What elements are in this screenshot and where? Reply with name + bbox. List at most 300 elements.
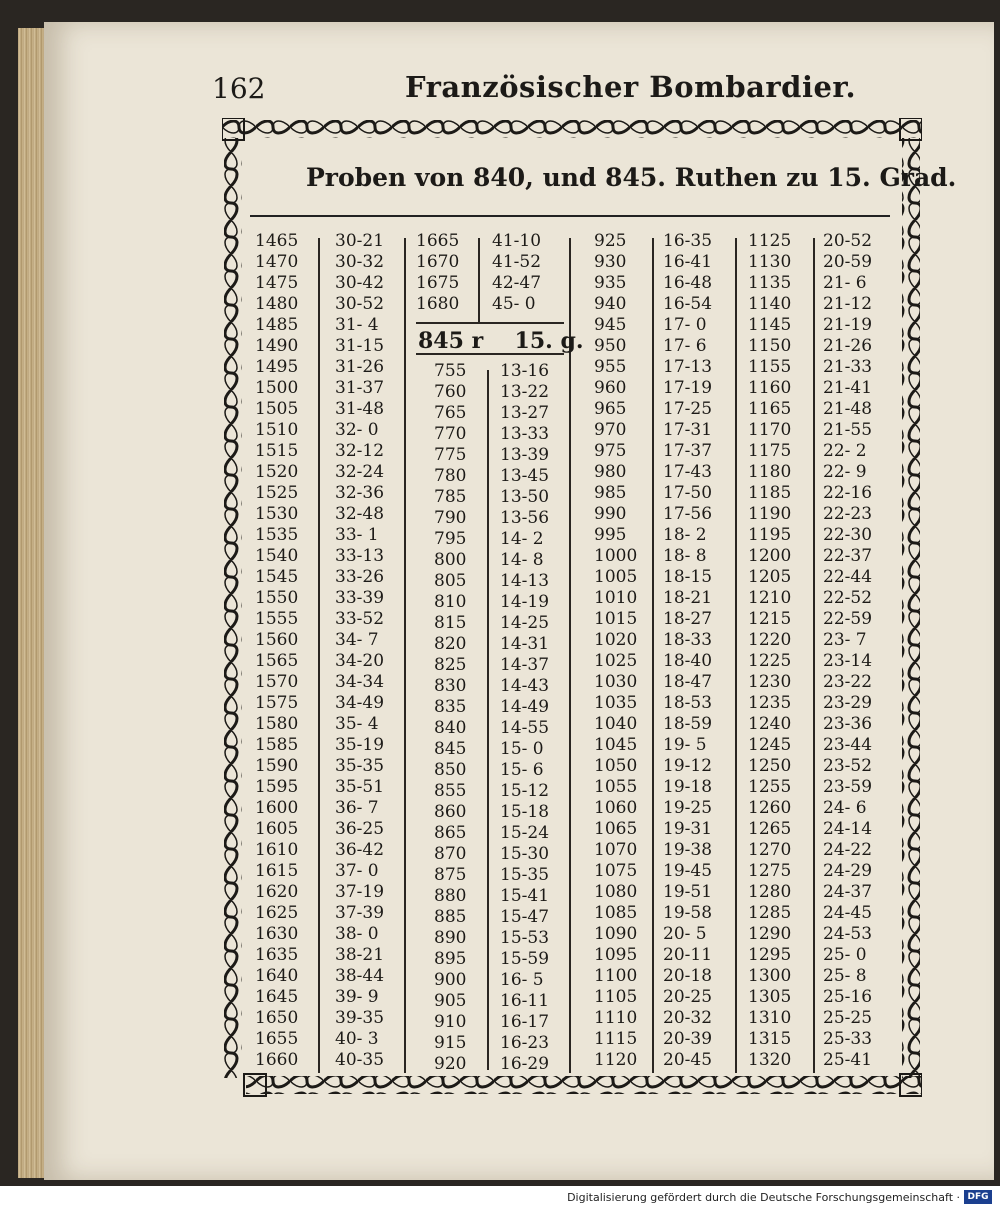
table-cell: 31-15 [335, 336, 385, 356]
table-cell: 38- 0 [335, 924, 379, 944]
table-cell: 1550 [255, 588, 299, 608]
table-cell: 835 [434, 697, 467, 717]
table-cell: 1540 [255, 546, 299, 566]
table-cell: 24-37 [823, 882, 873, 902]
table-cell: 1180 [748, 462, 792, 482]
table-cell: 1625 [255, 903, 299, 923]
table-cell: 845 [434, 739, 467, 759]
table-cell: 18-59 [663, 714, 713, 734]
table-cell: 780 [434, 466, 467, 486]
table-cell: 19-45 [663, 861, 713, 881]
table-cell: 17-13 [663, 357, 713, 377]
table-cell: 39- 9 [335, 987, 379, 1007]
table-cell: 1050 [594, 756, 638, 776]
table-cell: 855 [434, 781, 467, 801]
table-cell: 16-35 [663, 231, 713, 251]
table-cell: 34-20 [335, 651, 385, 671]
column-range-4 [823, 231, 872, 1071]
column-rule [318, 238, 320, 1073]
table-cell: 19-25 [663, 798, 713, 818]
table-cell: 1260 [748, 798, 792, 818]
table-cell: 1470 [255, 252, 299, 272]
table-cell: 1650 [255, 1008, 299, 1028]
table-cell: 1285 [748, 903, 792, 923]
table-cell: 16- 5 [500, 970, 544, 990]
table-cell: 920 [434, 1054, 467, 1074]
table-cell: 1595 [255, 777, 299, 797]
table-cell: 16-11 [500, 991, 550, 1011]
table-cell: 31-48 [335, 399, 385, 419]
table-cell: 1250 [748, 756, 792, 776]
table-cell: 39-35 [335, 1008, 385, 1028]
table-cell: 38-44 [335, 966, 385, 986]
table-cell: 1680 [416, 294, 460, 314]
table-cell: 1145 [748, 315, 792, 335]
table-cell: 30-21 [335, 231, 385, 251]
table-cell: 765 [434, 403, 467, 423]
table-cell: 1075 [594, 861, 638, 881]
table-cell: 880 [434, 886, 467, 906]
table-cell: 885 [434, 907, 467, 927]
table-cell: 22-30 [823, 525, 873, 545]
table-cell: 1645 [255, 987, 299, 1007]
table-cell: 20-18 [663, 966, 713, 986]
table-cell: 16-48 [663, 273, 713, 293]
table-cell: 1190 [748, 504, 792, 524]
table-cell: 875 [434, 865, 467, 885]
table-cell: 770 [434, 424, 467, 444]
table-cell: 32-36 [335, 483, 385, 503]
table-cell: 32- 0 [335, 420, 379, 440]
table-cell: 36- 7 [335, 798, 379, 818]
table-cell: 34-49 [335, 693, 385, 713]
table-cell: 37-19 [335, 882, 385, 902]
table-cell: 1295 [748, 945, 792, 965]
table-cell: 1610 [255, 840, 299, 860]
table-cell: 795 [434, 529, 467, 549]
table-cell: 1245 [748, 735, 792, 755]
table-cell: 14-37 [500, 655, 550, 675]
table-cell: 1225 [748, 651, 792, 671]
table-cell: 1125 [748, 231, 792, 251]
table-cell: 38-21 [335, 945, 385, 965]
table-cell: 1620 [255, 882, 299, 902]
column-distance-2-top [416, 231, 459, 315]
table-cell: 33-26 [335, 567, 385, 587]
table-cell: 40- 3 [335, 1029, 379, 1049]
table-cell: 1525 [255, 483, 299, 503]
column-distance-2 [434, 361, 466, 1075]
table-cell: 35- 4 [335, 714, 379, 734]
table-cell: 1025 [594, 651, 638, 671]
table-cell: 980 [594, 462, 627, 482]
table-cell: 990 [594, 504, 627, 524]
table-cell: 865 [434, 823, 467, 843]
table-cell: 35-35 [335, 756, 385, 776]
table-cell: 14- 8 [500, 550, 544, 570]
table-title: Proben von 840, und 845. Ruthen zu 15. Grad. [306, 163, 957, 192]
table-cell: 1485 [255, 315, 299, 335]
table-cell: 940 [594, 294, 627, 314]
table-cell: 1660 [255, 1050, 299, 1070]
table-cell: 41-10 [492, 231, 542, 251]
table-cell: 14-55 [500, 718, 550, 738]
table-cell: 820 [434, 634, 467, 654]
table-cell: 45- 0 [492, 294, 536, 314]
table-cell: 840 [434, 718, 467, 738]
table-cell: 25-25 [823, 1008, 873, 1028]
table-cell: 15-24 [500, 823, 550, 843]
table-cell: 1090 [594, 924, 638, 944]
table-cell: 1490 [255, 336, 299, 356]
table-cell: 16-41 [663, 252, 713, 272]
table-cell: 34- 7 [335, 630, 379, 650]
column-distance-3 [594, 231, 637, 1071]
table-cell: 16-54 [663, 294, 713, 314]
table-cell: 18-33 [663, 630, 713, 650]
table-cell: 19-38 [663, 840, 713, 860]
table-cell: 1210 [748, 588, 792, 608]
table-cell: 1495 [255, 357, 299, 377]
table-cell: 1510 [255, 420, 299, 440]
table-cell: 24- 6 [823, 798, 867, 818]
table-cell: 1130 [748, 252, 792, 272]
table-cell: 17-37 [663, 441, 713, 461]
table-cell: 810 [434, 592, 467, 612]
table-cell: 950 [594, 336, 627, 356]
table-cell: 1555 [255, 609, 299, 629]
table-cell: 17- 6 [663, 336, 707, 356]
table-cell: 23-22 [823, 672, 873, 692]
table-cell: 20-11 [663, 945, 713, 965]
table-cell: 1065 [594, 819, 638, 839]
table-cell: 24-53 [823, 924, 873, 944]
table-cell: 41-52 [492, 252, 542, 272]
table-cell: 1500 [255, 378, 299, 398]
table-cell: 925 [594, 231, 627, 251]
table-cell: 31-26 [335, 357, 385, 377]
table-cell: 42-47 [492, 273, 542, 293]
table-cell: 14-43 [500, 676, 550, 696]
table-cell: 15-53 [500, 928, 550, 948]
table-cell: 13-33 [500, 424, 550, 444]
column-rule [569, 238, 571, 1073]
running-head: Französischer Bombardier. [405, 70, 857, 104]
table-cell: 17-31 [663, 420, 713, 440]
table-cell: 15-12 [500, 781, 550, 801]
table-cell: 1230 [748, 672, 792, 692]
table-cell: 1030 [594, 672, 638, 692]
table-cell: 23-29 [823, 693, 873, 713]
table-cell: 24-22 [823, 840, 873, 860]
table-cell: 24-14 [823, 819, 873, 839]
table-cell: 1605 [255, 819, 299, 839]
table-cell: 32-24 [335, 462, 385, 482]
table-cell: 1005 [594, 567, 638, 587]
table-cell: 23-36 [823, 714, 873, 734]
table-cell: 20-45 [663, 1050, 713, 1070]
table-cell: 21-41 [823, 378, 873, 398]
table-cell: 1035 [594, 693, 638, 713]
table-cell: 14-49 [500, 697, 550, 717]
table-cell: 15-41 [500, 886, 550, 906]
table-cell: 1140 [748, 294, 792, 314]
table-cell: 18-21 [663, 588, 713, 608]
table-cell: 33- 1 [335, 525, 379, 545]
digitization-footer [0, 1186, 1000, 1210]
table-cell: 30-42 [335, 273, 385, 293]
table-cell: 1545 [255, 567, 299, 587]
table-cell: 760 [434, 382, 467, 402]
table-cell: 1575 [255, 693, 299, 713]
table-cell: 34-34 [335, 672, 385, 692]
table-cell: 1465 [255, 231, 299, 251]
table-cell: 895 [434, 949, 467, 969]
column-range-2-top [492, 231, 541, 315]
table-cell: 13-45 [500, 466, 550, 486]
table-cell: 18- 2 [663, 525, 707, 545]
table-cell: 1585 [255, 735, 299, 755]
column-distance-4 [748, 231, 791, 1071]
table-cell: 1070 [594, 840, 638, 860]
table-cell: 1565 [255, 651, 299, 671]
table-cell: 21-12 [823, 294, 873, 314]
table-cell: 1515 [255, 441, 299, 461]
table-cell: 13-50 [500, 487, 550, 507]
table-cell: 23-52 [823, 756, 873, 776]
table-cell: 22-23 [823, 504, 873, 524]
table-cell: 35-19 [335, 735, 385, 755]
table-cell: 17- 0 [663, 315, 707, 335]
table-cell: 17-19 [663, 378, 713, 398]
table-cell: 25- 8 [823, 966, 867, 986]
table-cell: 14-31 [500, 634, 550, 654]
table-cell: 1150 [748, 336, 792, 356]
table-cell: 31- 4 [335, 315, 379, 335]
table-cell: 1060 [594, 798, 638, 818]
table-cell: 13-16 [500, 361, 550, 381]
table-cell: 790 [434, 508, 467, 528]
table-cell: 1110 [594, 1008, 638, 1028]
table-cell: 17-56 [663, 504, 713, 524]
table-cell: 1165 [748, 399, 792, 419]
table-cell: 960 [594, 378, 627, 398]
table-cell: 22-59 [823, 609, 873, 629]
table-cell: 40-35 [335, 1050, 385, 1070]
ornamental-border [222, 118, 922, 1108]
table-cell: 1655 [255, 1029, 299, 1049]
table-cell: 19-12 [663, 756, 713, 776]
table-cell: 18- 8 [663, 546, 707, 566]
table-cell: 850 [434, 760, 467, 780]
table-cell: 1535 [255, 525, 299, 545]
table-cell: 1480 [255, 294, 299, 314]
table-cell: 20-25 [663, 987, 713, 1007]
table-cell: 965 [594, 399, 627, 419]
table-cell: 13-27 [500, 403, 550, 423]
table-cell: 15- 6 [500, 760, 544, 780]
column-rule [487, 370, 489, 1070]
table-cell: 18-53 [663, 693, 713, 713]
table-cell: 1310 [748, 1008, 792, 1028]
table-cell: 17-50 [663, 483, 713, 503]
table-cell: 1010 [594, 588, 638, 608]
table-cell: 25- 0 [823, 945, 867, 965]
table-cell: 21- 6 [823, 273, 867, 293]
table-cell: 1015 [594, 609, 638, 629]
footer-credit: Digitalisierung gefördert durch die Deutsche Forschungsgemeinschaft · [567, 1191, 960, 1204]
column-range-1 [335, 231, 384, 1071]
table-cell: 19-51 [663, 882, 713, 902]
table-cell: 1600 [255, 798, 299, 818]
table-cell: 14-25 [500, 613, 550, 633]
table-cell: 22-37 [823, 546, 873, 566]
table-cell: 14-13 [500, 571, 550, 591]
sub-table-header [418, 328, 584, 354]
table-cell: 1175 [748, 441, 792, 461]
table-cell: 1315 [748, 1029, 792, 1049]
table-cell: 945 [594, 315, 627, 335]
table-cell: 860 [434, 802, 467, 822]
table-cell: 1570 [255, 672, 299, 692]
table-cell: 1290 [748, 924, 792, 944]
table-cell: 1320 [748, 1050, 792, 1070]
table-cell: 19-58 [663, 903, 713, 923]
column-rule [735, 238, 737, 1073]
table-cell: 13-56 [500, 508, 550, 528]
table-cell: 1160 [748, 378, 792, 398]
table-cell: 37- 0 [335, 861, 379, 881]
table-cell: 1235 [748, 693, 792, 713]
table-cell: 17-25 [663, 399, 713, 419]
table-cell: 1580 [255, 714, 299, 734]
table-cell: 755 [434, 361, 467, 381]
table-cell: 32-48 [335, 504, 385, 524]
title-rule [250, 215, 890, 217]
table-cell: 1195 [748, 525, 792, 545]
column-rule [404, 238, 406, 1073]
table-cell: 35-51 [335, 777, 385, 797]
table-cell: 25-41 [823, 1050, 873, 1070]
table-cell: 24-29 [823, 861, 873, 881]
table-cell: 1640 [255, 966, 299, 986]
table-cell: 805 [434, 571, 467, 591]
table-cell: 23-44 [823, 735, 873, 755]
table-cell: 1000 [594, 546, 638, 566]
table-cell: 21-33 [823, 357, 873, 377]
table-cell: 14-19 [500, 592, 550, 612]
column-rule [813, 238, 815, 1073]
column-range-3 [663, 231, 712, 1071]
table-cell: 22-52 [823, 588, 873, 608]
table-cell: 20-52 [823, 231, 873, 251]
table-cell: 1615 [255, 861, 299, 881]
table-cell: 1120 [594, 1050, 638, 1070]
table-cell: 22-44 [823, 567, 873, 587]
table-cell: 25-33 [823, 1029, 873, 1049]
column-range-2 [500, 361, 549, 1075]
table-cell: 18-47 [663, 672, 713, 692]
table-cell: 1560 [255, 630, 299, 650]
table-cell: 930 [594, 252, 627, 272]
table-cell: 1635 [255, 945, 299, 965]
table-cell: 1520 [255, 462, 299, 482]
table-cell: 1675 [416, 273, 460, 293]
table-cell: 21-48 [823, 399, 873, 419]
table-cell: 25-16 [823, 987, 873, 1007]
table-cell: 1530 [255, 504, 299, 524]
table-cell: 22- 2 [823, 441, 867, 461]
sub-table-rule [416, 322, 564, 324]
table-cell: 33-13 [335, 546, 385, 566]
table-cell: 20- 5 [663, 924, 707, 944]
table-cell: 1305 [748, 987, 792, 1007]
table-cell: 15-59 [500, 949, 550, 969]
table-cell: 1085 [594, 903, 638, 923]
table-cell: 785 [434, 487, 467, 507]
table-cell: 935 [594, 273, 627, 293]
table-cell: 1135 [748, 273, 792, 293]
table-cell: 1270 [748, 840, 792, 860]
table-cell: 1200 [748, 546, 792, 566]
table-cell: 19- 5 [663, 735, 707, 755]
table-cell: 1105 [594, 987, 638, 1007]
table-cell: 33-52 [335, 609, 385, 629]
table-cell: 21-26 [823, 336, 873, 356]
table-cell: 1100 [594, 966, 638, 986]
table-cell: 1055 [594, 777, 638, 797]
table-cell: 15-18 [500, 802, 550, 822]
table-cell: 15-47 [500, 907, 550, 927]
table-cell: 910 [434, 1012, 467, 1032]
table-cell: 775 [434, 445, 467, 465]
table-cell: 20-32 [663, 1008, 713, 1028]
table-cell: 32-12 [335, 441, 385, 461]
table-cell: 16-17 [500, 1012, 550, 1032]
table-cell: 970 [594, 420, 627, 440]
table-cell: 16-23 [500, 1033, 550, 1053]
table-cell: 1205 [748, 567, 792, 587]
table-cell: 1255 [748, 777, 792, 797]
table-cell: 22-16 [823, 483, 873, 503]
table-cell: 1275 [748, 861, 792, 881]
page-number: 162 [212, 72, 266, 105]
table-cell: 13-22 [500, 382, 550, 402]
table-cell: 815 [434, 613, 467, 633]
table-cell: 800 [434, 550, 467, 570]
table-cell: 1185 [748, 483, 792, 503]
table-cell: 31-37 [335, 378, 385, 398]
table-cell: 1020 [594, 630, 638, 650]
column-rule [478, 238, 480, 322]
table-cell: 1505 [255, 399, 299, 419]
column-distance-1 [255, 231, 298, 1071]
table-cell: 18-40 [663, 651, 713, 671]
table-cell: 37-39 [335, 903, 385, 923]
table-cell: 830 [434, 676, 467, 696]
table-cell: 23-59 [823, 777, 873, 797]
dfg-logo: DFG [964, 1190, 992, 1204]
table-cell: 1280 [748, 882, 792, 902]
table-cell: 30-52 [335, 294, 385, 314]
table-cell: 15-30 [500, 844, 550, 864]
table-cell: 1670 [416, 252, 460, 272]
sub-header-degree: 15. g. [514, 328, 584, 354]
table-cell: 985 [594, 483, 627, 503]
table-cell: 24-45 [823, 903, 873, 923]
table-cell: 1155 [748, 357, 792, 377]
table-cell: 18-15 [663, 567, 713, 587]
